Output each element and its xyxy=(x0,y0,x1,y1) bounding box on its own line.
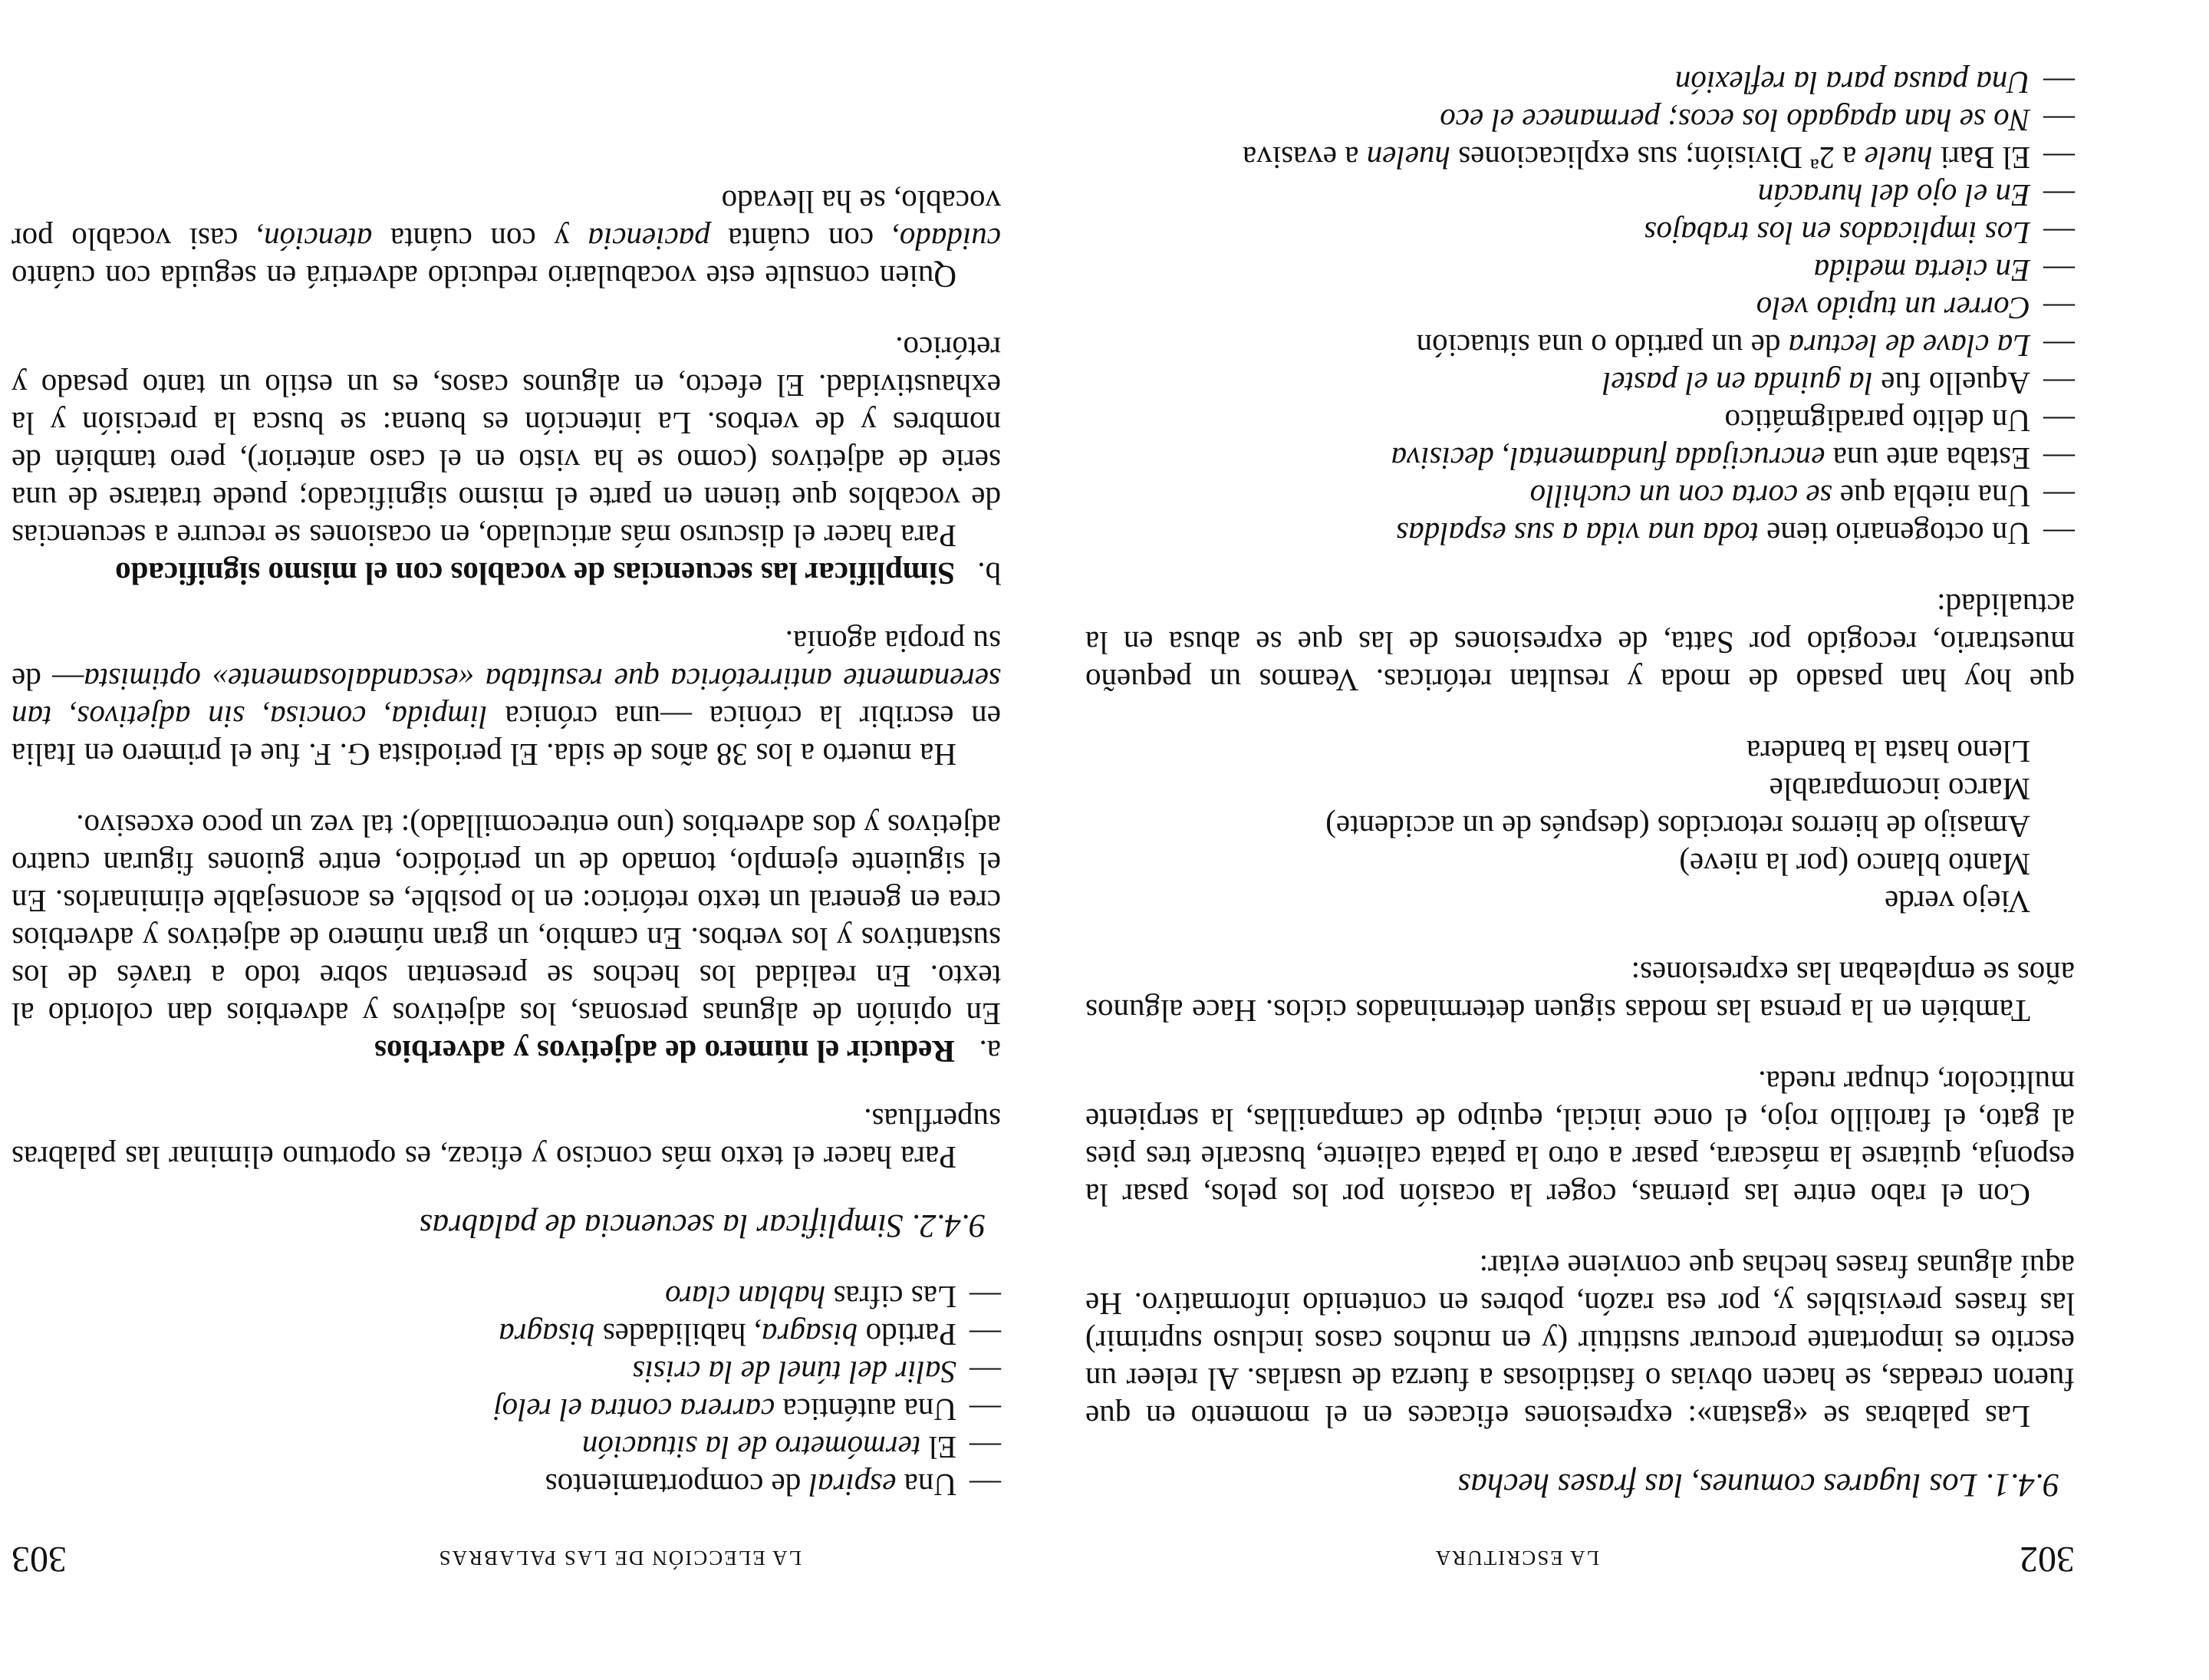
text-run: a 2ª División; sus explicaciones xyxy=(1450,140,1865,176)
list-item xyxy=(1085,515,2075,552)
text-run: Una xyxy=(896,1468,956,1503)
list-dash: — xyxy=(2043,253,2075,288)
text-run: , casi vocablo por vocablo, se ha llevado xyxy=(11,184,1001,257)
text-run: encrucijada fundamental, decisiva xyxy=(1391,441,1825,476)
text-run: bisagra xyxy=(499,1317,595,1352)
text-run: bisagra xyxy=(762,1317,858,1352)
subsection-title: Simplificar las secuencias de vocablos con el mismo significado xyxy=(115,556,955,591)
text-run: , con cuánta xyxy=(709,222,900,257)
text-run: de un partido o una situación xyxy=(1416,328,1789,364)
subsection-b xyxy=(12,555,1001,592)
list-dash: — xyxy=(2043,291,2075,326)
text-run: se corta con un cuchillo xyxy=(1529,479,1832,514)
text-run: Una pausa para la reflexión xyxy=(1674,65,2030,100)
text-run: atención xyxy=(264,222,373,257)
text-run: huelen xyxy=(1366,140,1450,176)
text-run: cuidado xyxy=(899,222,1001,257)
list-item xyxy=(12,1278,1001,1316)
paragraph xyxy=(12,183,1001,295)
page-header xyxy=(1085,1527,2075,1580)
list-dash: — xyxy=(970,1392,1001,1428)
list-item xyxy=(1085,327,2075,364)
paragraph: Para hacer el discurso más articulado, en ocasiones se recurre a secuencias de vocablos que tienen en parte el mismo significado; puede tratarse de una serie de adjetivos (como se ha visto en el caso anterior), pero también de nombres y de verbos. La intención es buena: se busca la precisión y la exhaustividad. El efecto, en algunos casos, es un estilo un tanto pesado y retórico. xyxy=(12,331,1001,554)
list-item xyxy=(1085,139,2075,176)
paragraph: En opinión de algunas personas, los adjetivos y adverbios dan colorido al texto. En realidad los hechos se presentan sobre todo a través de los sustantivos y los verbos. En cambio, un gran número de adjetivos y adverbios crea en general un texto retórico: en lo posible, es aconsejable eliminarlos. En el siguiente ejemplo, tomado de un periódico, entre guiones figuran cuatro adjetivos y dos adverbios (uno entrecomillado): tal vez un poco excesivo. xyxy=(12,809,1001,1032)
text-run: limpida, concisa, sin adjetivos, tan serenamente antirretórica que resultaba «escandalosamente» optimista xyxy=(12,662,1001,735)
list-dash: — xyxy=(970,1468,1001,1503)
list-item xyxy=(1085,252,2075,289)
list-dash: — xyxy=(2043,178,2075,213)
list-item xyxy=(12,1466,1001,1504)
text-run: paciencia xyxy=(588,222,710,257)
list-item xyxy=(1085,477,2075,515)
section-title: 9.4.1. Los lugares comunes, las frases hechas xyxy=(1457,1467,2059,1503)
text-run: Una auténtica xyxy=(775,1392,956,1428)
text-run: carrera contra el reloj xyxy=(493,1392,775,1428)
subsection-letter: a. xyxy=(979,1034,1001,1069)
list-item xyxy=(1085,364,2075,402)
page-body xyxy=(1085,64,2075,1504)
text-run: de comportamientos xyxy=(545,1468,809,1503)
list-item xyxy=(1085,101,2075,139)
text-run: La clave de lectura xyxy=(1788,328,2030,364)
list-dash: — xyxy=(2043,216,2075,251)
text-run: la guinda en el pastel xyxy=(1602,366,1874,401)
text-run: a evasiva xyxy=(1243,140,1367,176)
list-dash: — xyxy=(2043,516,2075,552)
page-303 xyxy=(12,0,1001,1680)
text-run: Las cifras xyxy=(825,1280,956,1315)
text-run: Aquello fue xyxy=(1873,366,2030,401)
page-number: 302 xyxy=(2020,1539,2075,1580)
list-dash: — xyxy=(2043,404,2075,439)
paragraph: Con el rabo entre las piernas, coger la ocasión por los pelos, pasar la esponja, quitarse la máscara, pasar a otro la patata caliente, buscarle tres pies al gato, el farolillo rojo, el once inicial, equipo de campanillas, la serpiente multicolor, chupar rueda. xyxy=(1085,1065,2075,1213)
list-dash: — xyxy=(970,1317,1001,1352)
list-dash: — xyxy=(2043,103,2075,138)
list-dash: — xyxy=(970,1430,1001,1465)
list-item xyxy=(12,1316,1001,1353)
list-dash: — xyxy=(2043,328,2075,364)
text-run: No se han apagado los ecos; permanece el eco xyxy=(1440,103,2030,138)
text-run: El Bari xyxy=(1932,140,2030,176)
text-run: Un delito paradigmático xyxy=(1724,404,2030,439)
list-item xyxy=(1085,214,2075,252)
paragraph: que hoy han pasado de moda y resultan retóricas. Veamos un pequeño muestrario, recogido por Satta, de expresiones de las que se abusa en la actualidad: xyxy=(1085,588,2075,698)
text-run: Partido xyxy=(858,1317,956,1352)
old-expressions-list xyxy=(1085,733,2075,921)
list-item xyxy=(12,1428,1001,1466)
list-dash: — xyxy=(970,1355,1001,1390)
text-run: — de su propia agonía. xyxy=(11,624,1001,697)
page-body xyxy=(12,183,1001,1504)
text-run: Los implicados en los trabajos xyxy=(1644,216,2030,251)
paragraph: Las palabras se «gastan»: expresiones eficaces en el momento en que fueron creadas, se hacen obvias o fastidiosas a fuerza de usarlas. Al releer un escrito es importante procurar sustituir (y en muchos casos incluso suprimir) las frases previsibles y, por esa razón, pobres en contenido informativo. He aquí algunas frases hechas que conviene evitar: xyxy=(1085,1249,2075,1435)
list-item: Viejo verde xyxy=(1885,884,2030,920)
text-run: En el ojo del huracán xyxy=(1757,178,2030,213)
paragraph: Para hacer el texto más conciso y eficaz, es oportuno eliminar las palabras superfluas. xyxy=(12,1102,1001,1175)
paragraph: También en la prensa las modas siguen determinados ciclos. Hace algunos años se empleaban las expresiones: xyxy=(1085,956,2075,1029)
expressions-list xyxy=(12,1278,1001,1504)
list-item xyxy=(12,1391,1001,1428)
text-run: Una niebla que xyxy=(1832,479,2030,514)
subsection-letter: b. xyxy=(977,556,1001,591)
list-item xyxy=(1085,402,2075,440)
section-title: 9.4.2. Simplificar la secuencia de palabras xyxy=(419,1207,986,1244)
subsection-title: Reducir el número de adjetivos y adverbios xyxy=(374,1034,955,1069)
text-run: En cierta medida xyxy=(1813,253,2030,288)
list-item: Marco incomparable xyxy=(1769,772,2030,807)
expressions-list xyxy=(1085,64,2075,552)
running-head: LA ELECCIÓN DE LAS PALABRAS xyxy=(437,1547,802,1570)
text-run: El xyxy=(920,1430,956,1465)
text-run: espiral xyxy=(808,1468,897,1503)
running-head: LA ESCRITURA xyxy=(1434,1547,1599,1570)
text-run: Ha muerto a los 38 años de sida. El periodista G. F. fue el primero en Italia en escribir la crónica —una crónica xyxy=(12,700,1001,772)
page-number: 303 xyxy=(12,1539,67,1580)
text-run: toda una vida a sus espaldas xyxy=(1396,516,1759,552)
text-run: hablan claro xyxy=(665,1280,826,1315)
text-run: Estaba ante una xyxy=(1825,441,2030,476)
list-item xyxy=(1085,176,2075,214)
example-paragraph xyxy=(12,623,1001,773)
list-dash: — xyxy=(2043,366,2075,401)
text-run: Un octogenario tiene xyxy=(1758,516,2030,552)
text-run: Correr un tupido velo xyxy=(1756,291,2030,326)
list-dash: — xyxy=(2043,479,2075,514)
list-dash: — xyxy=(2043,140,2075,176)
text-run: Quien consulte este vocabulario reducido advertirá en seguida con cuánto xyxy=(12,259,956,295)
subsection-a xyxy=(12,1033,1001,1070)
list-item: Manto blanco (por la nieve) xyxy=(1679,847,2030,882)
page-header xyxy=(12,1527,1001,1580)
page-302 xyxy=(1085,0,2075,1680)
list-item xyxy=(1085,440,2075,477)
text-run: termómetro de la situación xyxy=(581,1430,921,1465)
list-item xyxy=(1085,289,2075,327)
text-run: y con cuánta xyxy=(372,222,588,257)
list-dash: — xyxy=(970,1280,1001,1315)
list-dash: — xyxy=(2043,65,2075,100)
list-item: Amasijo de hierros retorcidos (después de un accidente) xyxy=(1325,809,2030,845)
text-run: , habilidades xyxy=(594,1317,762,1352)
list-item xyxy=(1085,64,2075,101)
list-dash: — xyxy=(2043,441,2075,476)
text-run: huele xyxy=(1864,140,1933,176)
text-run: Salir del túnel de la crisis xyxy=(632,1355,956,1390)
list-item: Lleno hasta la bandera xyxy=(1746,734,2030,769)
list-item xyxy=(12,1353,1001,1391)
